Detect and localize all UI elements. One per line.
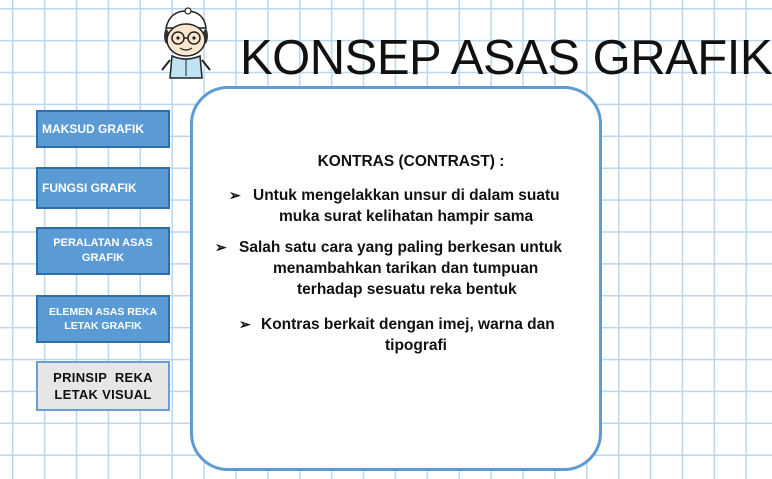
page-title: KONSEP ASAS GRAFIK (240, 31, 772, 85)
arrow-bullet-icon: ➢ (215, 239, 227, 255)
bullet-text: Kontras berkait dengan imej, warna dan (261, 316, 555, 333)
sidebar-item-label: GRAFIK (81, 252, 125, 264)
bullet-text: Salah satu cara yang paling berkesan untuk (239, 239, 563, 256)
boy-mascot-icon (150, 6, 220, 82)
bullet-item (193, 185, 599, 227)
bullet-text: menambahkan tarikan dan tumpuan (273, 260, 539, 277)
content-heading: KONTRAS (CONTRAST) : (317, 153, 505, 170)
bullet-text: terhadap sesuatu reka bentuk (297, 281, 517, 298)
content-panel (190, 86, 602, 471)
sidebar-item-prinsip-reka-letak-visual[interactable] (36, 361, 170, 411)
sidebar-item-label: ELEMEN ASAS REKA (48, 306, 158, 318)
arrow-bullet-icon: ➢ (229, 187, 241, 203)
bullet-text: Untuk mengelakkan unsur di dalam suatu (253, 187, 560, 204)
sidebar-item-maksud-grafik[interactable] (36, 110, 170, 148)
sidebar-item-label: LETAK VISUAL (54, 387, 152, 402)
sidebar-item-peralatan-asas-grafik[interactable] (36, 227, 170, 275)
sidebar-item-label: FUNGSI GRAFIK (42, 181, 137, 195)
sidebar-item-elemen-asas-reka-letak[interactable] (36, 295, 170, 343)
bullet-text: tipografi (385, 337, 447, 354)
sidebar-item-label: PRINSIP REKA (53, 370, 153, 385)
bullet-text: muka surat kelihatan hampir sama (279, 208, 534, 225)
sidebar-item-fungsi-grafik[interactable] (36, 167, 170, 209)
sidebar-item-label: LETAK GRAFIK (64, 320, 142, 332)
sidebar-item-label: PERALATAN ASAS (53, 237, 153, 249)
arrow-bullet-icon: ➢ (239, 316, 251, 332)
bullet-item (193, 314, 599, 356)
sidebar-item-label: MAKSUD GRAFIK (42, 122, 144, 136)
bullet-item (193, 237, 599, 300)
